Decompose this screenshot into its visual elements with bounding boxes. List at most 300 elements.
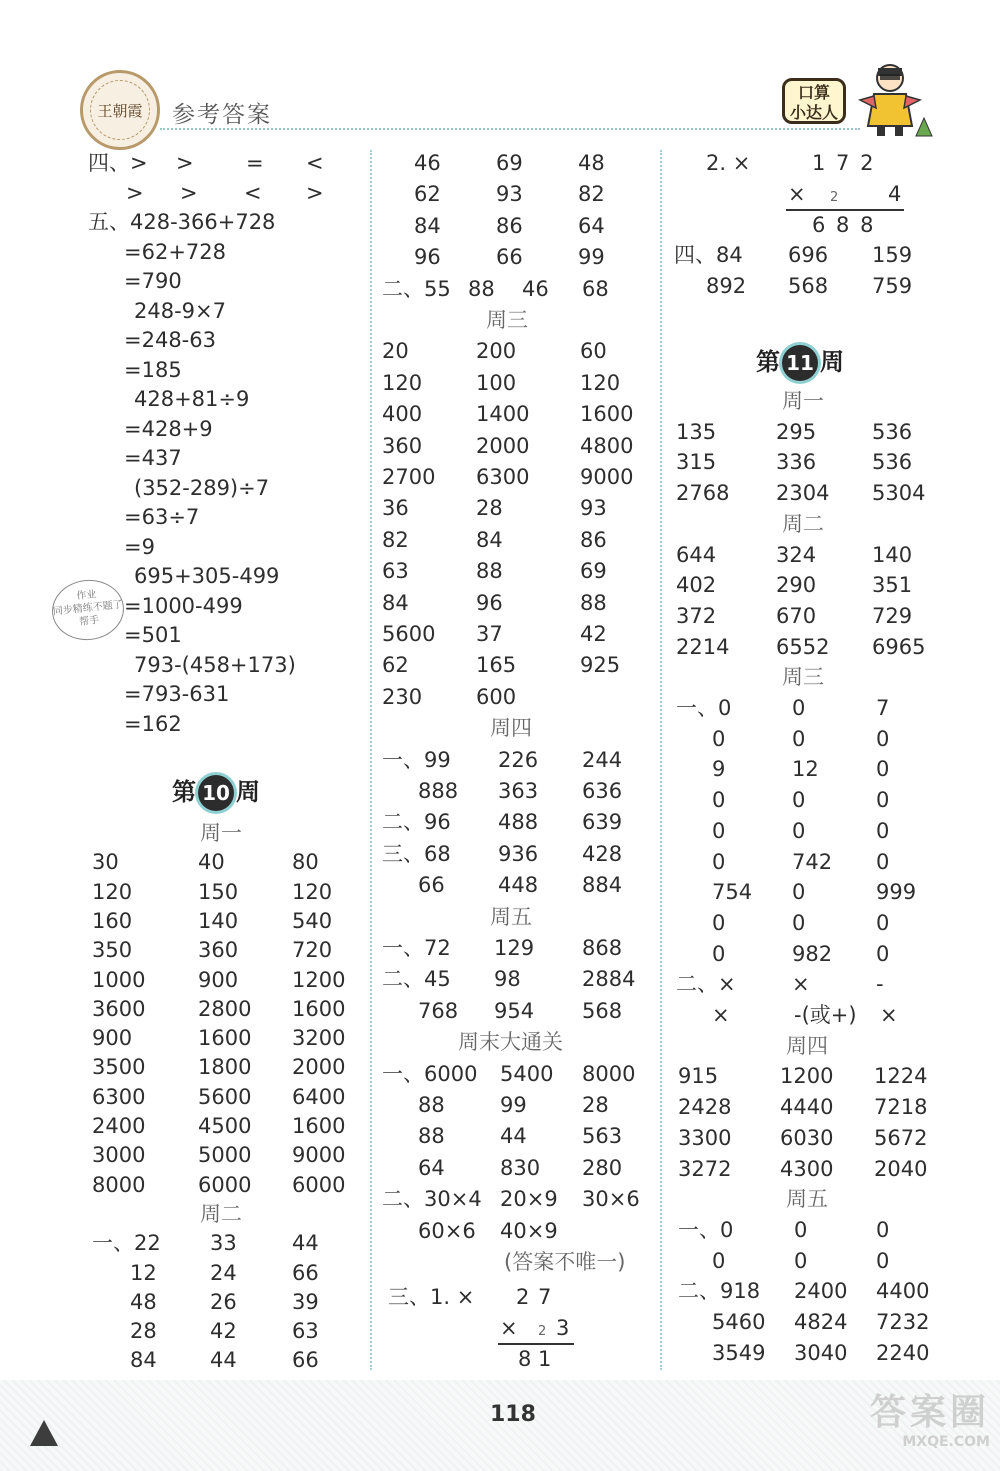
answer-cell: 48 xyxy=(130,1289,157,1314)
answer-cell: =793-631 xyxy=(124,682,230,706)
answer-cell: 2000 xyxy=(476,433,530,458)
answer-cell: 936 xyxy=(498,841,539,866)
answer-cell: 0 xyxy=(792,880,806,905)
answer-cell: 324 xyxy=(776,542,817,567)
answer-cell: 84 xyxy=(382,590,409,615)
answer-cell: 99 xyxy=(500,1093,527,1117)
answer-cell: 165 xyxy=(476,653,517,678)
answer-cell: 二、× xyxy=(676,972,736,997)
answer-cell: (352-289)÷7 xyxy=(134,475,270,500)
answer-cell: 100 xyxy=(476,370,517,395)
answer-cell: 3549 xyxy=(712,1340,766,1365)
answer-cell: 一、6000 xyxy=(382,1061,478,1086)
answer-cell: =162 xyxy=(124,711,182,736)
answer-cell: × xyxy=(712,1003,730,1027)
answer-cell: =185 xyxy=(124,357,182,382)
answer-cell: 7232 xyxy=(876,1310,930,1334)
mascot-illustration xyxy=(850,60,936,140)
answer-cell: 670 xyxy=(776,603,817,628)
mult1-multiplier: 3 xyxy=(556,1316,570,1340)
answer-cell: 696 xyxy=(788,243,829,267)
answer-cell: 4300 xyxy=(780,1156,834,1181)
answer-cell: 830 xyxy=(500,1155,541,1180)
answer-cell: 536 xyxy=(872,419,913,444)
answer-cell: 448 xyxy=(498,873,539,898)
answer-cell: 3300 xyxy=(678,1125,732,1150)
answer-cell: =1000-499 xyxy=(124,593,243,618)
answer-cell: 0 xyxy=(876,788,890,813)
day-label-wednesday: 周三 xyxy=(782,665,824,690)
week-11-prefix: 第 xyxy=(756,348,780,376)
answer-cell: 93 xyxy=(496,182,523,207)
answer-cell: 36 xyxy=(382,496,409,521)
answer-cell: 230 xyxy=(382,684,423,709)
answer-cell: 84 xyxy=(476,527,503,552)
answer-cell: 720 xyxy=(292,938,333,963)
answer-cell: 3500 xyxy=(92,1055,146,1080)
answer-cell: 5400 xyxy=(500,1061,554,1086)
answer-cell: < xyxy=(306,151,324,175)
answer-cell: 6300 xyxy=(476,465,530,489)
answer-cell: 360 xyxy=(198,938,239,963)
answer-cell: 0 xyxy=(876,910,890,935)
answer-cell: =9 xyxy=(124,534,155,559)
answer-cell: 290 xyxy=(776,573,817,598)
answer-cell: 37 xyxy=(476,622,503,646)
answer-cell: 759 xyxy=(872,274,913,298)
column-divider-2 xyxy=(660,150,662,1370)
answer-cell: 7218 xyxy=(874,1095,928,1120)
answer-cell: =437 xyxy=(124,446,182,470)
answer-cell: 1600 xyxy=(292,996,346,1021)
answer-cell: 3272 xyxy=(678,1156,732,1181)
answer-cell: 64 xyxy=(418,1155,445,1180)
answer-cell: 二、918 xyxy=(678,1279,761,1304)
answer-cell: 28 xyxy=(476,496,503,521)
week-10-title xyxy=(172,772,260,812)
page-footer xyxy=(0,1380,1000,1471)
answer-cell: 2428 xyxy=(678,1095,732,1120)
answer-cell: = xyxy=(246,151,264,175)
page-header xyxy=(0,60,1000,150)
answer-cell: > xyxy=(126,180,144,205)
answer-cell: 86 xyxy=(580,527,607,552)
answer-cell: 5460 xyxy=(712,1310,766,1334)
answer-cell: 954 xyxy=(494,998,535,1023)
answer-cell: 0 xyxy=(712,1248,726,1273)
answer-cell: 540 xyxy=(292,908,333,933)
answer-cell: 0 xyxy=(792,788,806,813)
mult2-multiplier: 4 xyxy=(888,182,902,206)
answer-cell: 42 xyxy=(210,1319,237,1344)
answer-cell: 159 xyxy=(872,243,913,267)
answer-cell: 900 xyxy=(92,1026,133,1051)
answer-cell: 9000 xyxy=(580,465,634,489)
answer-cell: 2700 xyxy=(382,465,436,489)
answer-cell: 30 xyxy=(92,850,119,875)
answer-cell: 60×6 xyxy=(418,1218,476,1243)
day-label-wednesday: 周三 xyxy=(486,308,528,332)
answer-cell: 一、99 xyxy=(382,747,451,772)
answer-cell: 868 xyxy=(582,936,623,960)
answer-cell: 2304 xyxy=(776,481,830,506)
answer-cell: 三、68 xyxy=(382,841,451,866)
answer-cell: 2768 xyxy=(676,481,730,506)
answer-cell: 64 xyxy=(578,213,605,238)
answer-note: (答案不唯一) xyxy=(504,1250,626,1274)
answer-cell: 280 xyxy=(582,1155,623,1180)
answer-cell: 44 xyxy=(500,1124,527,1149)
day-label-friday: 周五 xyxy=(490,904,532,929)
answer-cell: 363 xyxy=(498,779,539,803)
answer-cell: 793-(458+173) xyxy=(134,652,296,677)
answer-cell: 26 xyxy=(210,1289,237,1314)
page-title: 参考答案 xyxy=(172,102,272,128)
answer-cell: 120 xyxy=(92,879,133,904)
answer-cell: 6965 xyxy=(872,634,926,659)
answer-cell: 一、0 xyxy=(678,1217,734,1242)
answer-cell: 982 xyxy=(792,941,833,966)
answer-cell: 140 xyxy=(872,542,913,567)
answer-cell: 488 xyxy=(498,810,539,835)
answer-cell: 一、0 xyxy=(676,696,732,720)
day-label-friday: 周五 xyxy=(786,1187,828,1212)
answer-cell: 44 xyxy=(292,1231,319,1256)
answer-cell: 351 xyxy=(872,573,913,598)
answer-cell: 0 xyxy=(876,941,890,966)
answer-cell: =248-63 xyxy=(124,328,216,352)
answer-cell: 1600 xyxy=(292,1114,346,1138)
answer-cell: 2400 xyxy=(794,1279,848,1304)
answer-cell: 40 xyxy=(198,850,225,875)
answer-cell: 82 xyxy=(382,527,409,552)
answer-cell: 754 xyxy=(712,880,753,905)
brand-line-1: 口算 xyxy=(797,83,830,102)
answer-cell: 336 xyxy=(776,450,817,475)
answer-cell: =63÷7 xyxy=(124,505,200,529)
answer-cell: 3040 xyxy=(794,1340,848,1365)
header-divider xyxy=(160,128,860,130)
answer-cell: 7 xyxy=(876,696,890,720)
answer-cell: 915 xyxy=(678,1064,719,1089)
answer-cell: 69 xyxy=(580,559,607,584)
answer-cell: 8000 xyxy=(582,1061,636,1086)
answer-cell: 5672 xyxy=(874,1125,928,1150)
watermark-text: 答案圈 xyxy=(869,1392,990,1433)
answer-cell: 350 xyxy=(92,938,133,963)
day-label-thursday: 周四 xyxy=(786,1033,828,1058)
answer-cell: 0 xyxy=(792,696,806,720)
answer-cell: 2240 xyxy=(876,1340,930,1365)
answer-cell: 63 xyxy=(382,559,409,584)
answer-cell: 四、84 xyxy=(674,243,743,267)
answer-cell: -(或+) xyxy=(794,1003,857,1027)
answer-cell: 160 xyxy=(92,908,133,933)
answer-cell: 892 xyxy=(706,274,747,298)
stamp-line-3: 帮手 xyxy=(78,614,100,628)
site-watermark xyxy=(820,1392,990,1462)
answer-cell: 28 xyxy=(130,1319,157,1344)
answer-cell: 5000 xyxy=(198,1143,252,1168)
answer-cell: 二、96 xyxy=(382,810,451,835)
answer-cell: 150 xyxy=(198,879,239,904)
answer-cell: 1600 xyxy=(580,402,634,427)
answer-cell: =790 xyxy=(124,269,182,293)
answer-cell: 6400 xyxy=(292,1084,346,1109)
answer-cell: 360 xyxy=(382,433,423,458)
answer-cell: 402 xyxy=(676,573,717,598)
answer-cell: 5600 xyxy=(198,1084,252,1109)
answer-cell: 4500 xyxy=(198,1114,252,1138)
answer-cell: 639 xyxy=(582,810,623,835)
answer-cell: 6300 xyxy=(92,1084,146,1109)
answer-cell: 0 xyxy=(876,757,890,782)
answer-cell: 0 xyxy=(792,910,806,935)
stamp-line-2: 同步精练不题了 xyxy=(52,599,124,618)
answer-cell: 28 xyxy=(582,1093,609,1117)
answer-cell: 86 xyxy=(496,213,523,238)
answer-cell: 226 xyxy=(498,747,539,772)
answer-cell: 2400 xyxy=(92,1114,146,1138)
answer-cell: 20×9 xyxy=(500,1187,558,1212)
answer-cell: 5600 xyxy=(382,622,436,646)
answer-cell: × xyxy=(880,1003,898,1027)
answer-cell: 6552 xyxy=(776,634,830,659)
answer-cell: 0 xyxy=(712,941,726,966)
day-label-monday: 周一 xyxy=(782,389,824,413)
answer-cell: 9 xyxy=(712,757,726,782)
item2-prefix: 2. × xyxy=(706,151,751,175)
answer-cell: 644 xyxy=(676,542,717,567)
answer-cell: 66 xyxy=(496,245,523,270)
answer-cell: 742 xyxy=(792,849,833,874)
answer-cell: 12 xyxy=(130,1260,157,1285)
answer-cell: 0 xyxy=(712,910,726,935)
answer-cell: 30×6 xyxy=(582,1187,640,1212)
answer-cell: 248-9×7 xyxy=(134,298,226,323)
answer-cell: 20 xyxy=(382,339,409,364)
answer-cell: 200 xyxy=(476,339,517,364)
answer-cell: 729 xyxy=(872,603,913,628)
answer-cell: 6030 xyxy=(780,1125,834,1150)
answer-cell: 768 xyxy=(418,998,459,1023)
answer-cell: 66 xyxy=(292,1348,319,1373)
answer-cell: 24 xyxy=(210,1260,237,1285)
answer-cell: 3000 xyxy=(92,1143,146,1168)
answer-cell: 88 xyxy=(418,1093,445,1117)
answer-cell: 428+81÷9 xyxy=(134,387,250,411)
week-10-number: 10 xyxy=(198,775,234,811)
answer-cell: - xyxy=(876,972,884,997)
answer-cell: 0 xyxy=(794,1217,808,1242)
answer-cell: 2214 xyxy=(676,634,730,659)
weekend-challenge-label: 周末大通关 xyxy=(458,1030,563,1055)
answer-cell: 129 xyxy=(494,936,535,960)
answer-cell: 888 xyxy=(418,779,459,803)
san-item-prefix: 三、1. × xyxy=(388,1285,475,1309)
answer-cell: 46 xyxy=(414,151,441,175)
answer-cell: 48 xyxy=(578,151,605,175)
answer-cell: 1000 xyxy=(92,967,146,992)
answer-cell: 46 xyxy=(522,276,549,301)
answer-cell: 4440 xyxy=(780,1095,834,1120)
answer-cell: 88 xyxy=(476,559,503,584)
workbook-stamp xyxy=(49,576,127,643)
answer-cell: 568 xyxy=(582,998,623,1023)
answer-cell: 244 xyxy=(582,747,623,772)
mult2-operator: × xyxy=(788,182,806,206)
answer-cell: 1200 xyxy=(780,1064,834,1089)
answer-cell: 0 xyxy=(876,1217,890,1242)
answer-cell: 一、22 xyxy=(92,1231,161,1256)
answer-cell: 120 xyxy=(580,370,621,395)
answer-cell: 4800 xyxy=(580,433,634,458)
answer-cell: 1400 xyxy=(476,402,530,427)
mult1-top: 2 7 xyxy=(516,1285,553,1309)
answer-cell: 372 xyxy=(676,603,717,628)
mult2-carry: 2 xyxy=(830,190,839,205)
answer-cell: 568 xyxy=(788,274,829,298)
answer-cell: 96 xyxy=(414,245,441,270)
day-label-tuesday: 周二 xyxy=(200,1201,242,1226)
answer-cell: 68 xyxy=(582,276,609,301)
brand-line-2: 小达人 xyxy=(789,103,838,122)
day-label-monday: 周一 xyxy=(200,821,242,845)
answer-cell: 93 xyxy=(580,496,607,521)
answer-cell: 6000 xyxy=(198,1172,252,1197)
answer-cell: 2884 xyxy=(582,967,636,992)
answer-cell: 999 xyxy=(876,880,917,905)
answer-cell: 44 xyxy=(210,1348,237,1373)
answer-cell: 2040 xyxy=(874,1156,928,1181)
week-11-title xyxy=(756,342,844,382)
answer-cell: 1600 xyxy=(198,1026,252,1051)
answer-cell: 88 xyxy=(580,590,607,615)
answer-cell: 0 xyxy=(792,818,806,843)
answer-cell: 42 xyxy=(580,622,607,646)
answer-cell: 69 xyxy=(496,151,523,175)
answer-cell: 33 xyxy=(210,1231,237,1256)
answer-cell: =501 xyxy=(124,623,182,647)
answer-cell: 636 xyxy=(582,779,623,803)
answer-cell: 一、72 xyxy=(382,936,451,960)
answer-cell: 39 xyxy=(292,1289,319,1314)
tree-icon xyxy=(30,1420,58,1446)
answer-cell: 二、45 xyxy=(382,967,451,992)
answer-cell: 99 xyxy=(578,245,605,270)
answer-cell: > xyxy=(180,180,198,205)
week-11-suffix: 周 xyxy=(820,348,844,376)
answer-cell: 88 xyxy=(418,1124,445,1149)
stamp-line-1: 作业 xyxy=(75,589,98,603)
answer-cell: 96 xyxy=(476,590,503,615)
answer-cell: 0 xyxy=(876,849,890,874)
answer-cell: 63 xyxy=(292,1319,319,1344)
publisher-seal-logo xyxy=(80,70,160,150)
answer-cell: 0 xyxy=(876,1248,890,1273)
answer-cell: 9000 xyxy=(292,1143,346,1168)
answer-cell: 0 xyxy=(712,726,726,751)
answer-cell: 8000 xyxy=(92,1172,146,1197)
mult1-result: 8 1 xyxy=(518,1347,552,1371)
answer-cell: 0 xyxy=(712,818,726,843)
answer-cell: 62 xyxy=(382,653,409,678)
answer-cell: 62 xyxy=(414,182,441,207)
answer-cell: 88 xyxy=(468,276,495,301)
answer-cell: 二、30×4 xyxy=(382,1187,482,1212)
answer-cell: 400 xyxy=(382,402,423,427)
answer-cell: 6000 xyxy=(292,1172,346,1197)
answer-cell: 1224 xyxy=(874,1064,928,1089)
answer-cell: 315 xyxy=(676,450,717,475)
watermark-url: MXQE.COM xyxy=(902,1434,990,1450)
answer-cell: > xyxy=(306,180,324,205)
column-divider-1 xyxy=(370,150,372,1370)
answer-cell: 0 xyxy=(794,1248,808,1273)
answer-cell: 0 xyxy=(712,849,726,874)
mult1-carry: 2 xyxy=(538,1324,547,1339)
answer-cell: 40×9 xyxy=(500,1218,558,1243)
brand-logo xyxy=(782,78,846,124)
week-10-suffix: 周 xyxy=(236,778,260,806)
answer-cell: 四、> xyxy=(88,151,148,175)
answer-cell: 84 xyxy=(414,213,441,238)
answer-cell: 60 xyxy=(580,339,607,364)
answer-cell: 84 xyxy=(130,1348,157,1373)
answer-cell: 66 xyxy=(418,873,445,898)
answer-cell: 3600 xyxy=(92,996,146,1021)
answer-cell: 五、428-366+728 xyxy=(88,210,276,234)
answer-cell: 12 xyxy=(792,757,819,782)
mult2-result: 6 8 8 xyxy=(812,213,876,237)
answer-cell: 1800 xyxy=(198,1055,252,1080)
answer-cell: 0 xyxy=(712,788,726,813)
answer-cell: 600 xyxy=(476,684,517,709)
answer-cell: 295 xyxy=(776,419,817,444)
mult2-top: 1 7 2 xyxy=(812,151,876,175)
answer-cell: 135 xyxy=(676,419,717,444)
day-label-thursday: 周四 xyxy=(490,716,532,741)
answer-cell: 0 xyxy=(876,818,890,843)
answer-cell: 0 xyxy=(792,726,806,751)
day-label-tuesday: 周二 xyxy=(782,511,824,536)
answer-cell: 80 xyxy=(292,850,319,875)
answer-cell: 120 xyxy=(292,879,333,904)
answer-cell: 884 xyxy=(582,873,623,898)
answer-cell: 98 xyxy=(494,967,521,992)
answer-cell: 2000 xyxy=(292,1055,346,1080)
answer-cell: 0 xyxy=(876,726,890,751)
seal-text: 王朝霞 xyxy=(90,80,150,140)
answer-cell: 536 xyxy=(872,450,913,475)
answer-cell: 二、55 xyxy=(382,276,451,301)
answer-cell: 66 xyxy=(292,1260,319,1285)
answer-cell: 82 xyxy=(578,182,605,207)
answer-cell: 563 xyxy=(582,1124,623,1149)
answer-cell: < xyxy=(244,180,262,205)
answer-cell: 4824 xyxy=(794,1310,848,1334)
page-number: 118 xyxy=(490,1402,536,1427)
answer-cell: 925 xyxy=(580,653,621,678)
week-10-prefix: 第 xyxy=(172,778,196,806)
answer-cell: > xyxy=(176,151,194,175)
answer-cell: 1200 xyxy=(292,967,346,992)
mult1-operator: × xyxy=(500,1316,518,1340)
answer-cell: =428+9 xyxy=(124,416,213,441)
week-11-number: 11 xyxy=(782,345,818,381)
answer-cell: 5304 xyxy=(872,481,926,506)
answer-cell: 428 xyxy=(582,841,623,866)
